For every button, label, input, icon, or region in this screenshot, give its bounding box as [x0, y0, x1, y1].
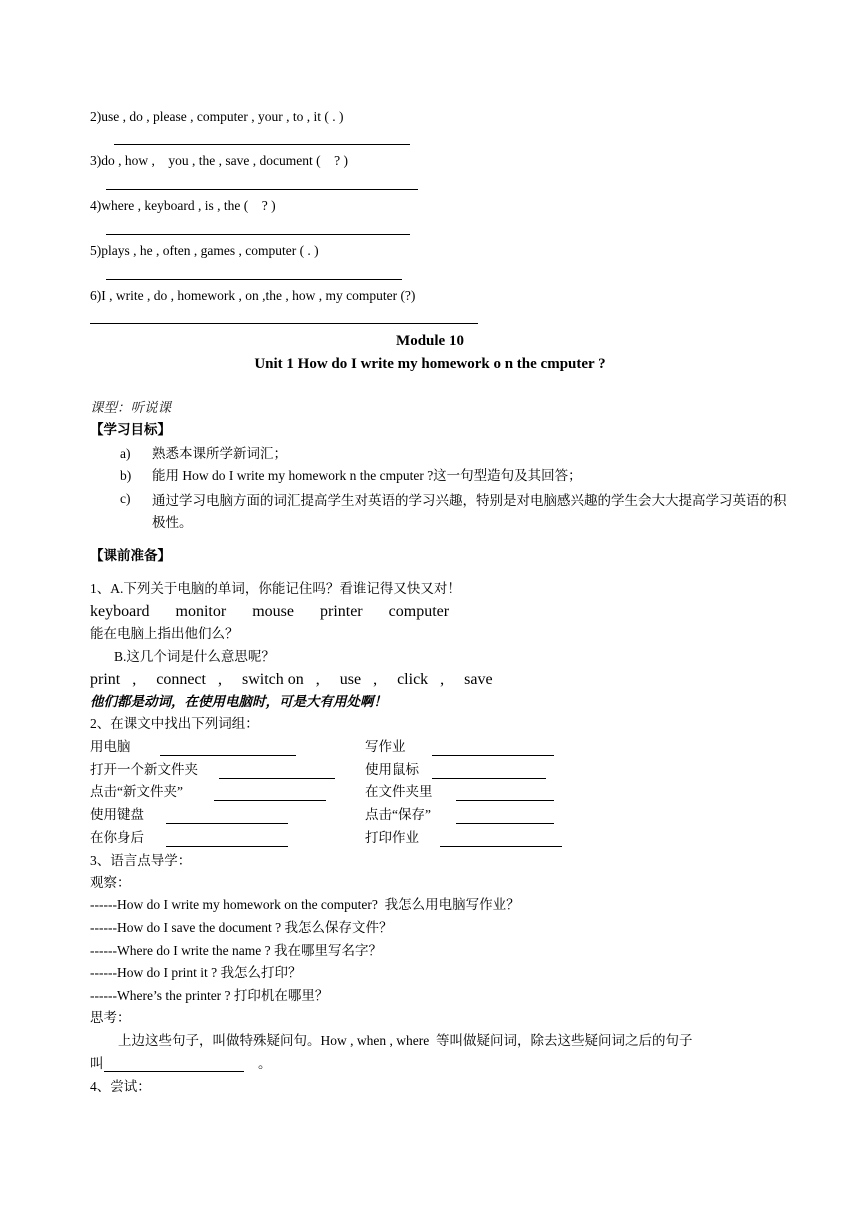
phrase-blank[interactable] — [214, 800, 326, 801]
verbs-note: 他们都是动词，在使用电脑时，可是大有用处啊！ — [90, 694, 387, 709]
lesson-type: 课型：听说课 — [90, 400, 171, 415]
phrase-blank[interactable] — [432, 778, 546, 779]
example-sentence: ------How do I write my homework on the computer? 我怎么用电脑写作业？ — [90, 897, 520, 912]
phrase-blank[interactable] — [432, 755, 554, 756]
phrase-blank[interactable] — [456, 823, 554, 824]
phrase-behind-you: 在你身后 — [90, 830, 144, 845]
exercise-6: 6)I , write , do , homework , on ,the , how , my computer (?) — [90, 288, 416, 303]
noun-mouse: mouse — [252, 603, 294, 620]
exercise-3: 3)do , how , you , the , save , document ( ? ) — [90, 153, 348, 168]
think-blank[interactable] — [104, 1071, 244, 1072]
think-text-suffix: 。 — [258, 1056, 272, 1071]
phrase-print-homework: 打印作业 — [365, 830, 419, 845]
phrase-blank[interactable] — [456, 800, 554, 801]
goal-text-c: 通过学习电脑方面的词汇提高学生对英语的学习兴趣，特别是对电脑感兴趣的学生会大大提高学习英语的积极性。 — [152, 493, 787, 530]
answer-line-6[interactable] — [90, 323, 478, 324]
example-sentence: ------Where’s the printer ? 打印机在哪里？ — [90, 988, 329, 1003]
phrase-click-save: 点击“保存” — [365, 807, 431, 822]
example-sentence: ------Where do I write the name ? 我在哪里写名字？ — [90, 943, 383, 958]
phrase-use-keyboard: 使用键盘 — [90, 807, 144, 822]
goal-marker-b: b) — [120, 468, 132, 483]
exercise-5: 5)plays , he , often , games , computer ( . ) — [90, 243, 319, 258]
observe-label: 观察： — [90, 875, 131, 890]
question-2: 2、在课文中找出下列词组： — [90, 716, 259, 731]
phrase-blank[interactable] — [166, 823, 288, 824]
phrase-use-computer: 用电脑 — [90, 739, 131, 754]
think-label: 思考： — [90, 1010, 131, 1025]
verb-print: print , — [90, 671, 137, 688]
module-title: Module 10 — [396, 333, 464, 349]
goal-marker-a: a) — [120, 446, 131, 461]
think-text-prefix: 叫 — [90, 1056, 104, 1071]
example-sentence: ------How do I save the document ? 我怎么保存文件？ — [90, 920, 393, 935]
answer-line-2[interactable] — [114, 144, 410, 145]
goal-text-a: 熟悉本课所学新词汇； — [152, 446, 287, 461]
verb-use: use , — [339, 671, 378, 688]
goal-text-b: 能用 How do I write my homework n the cmputer ?这一句型造句及其回答； — [152, 468, 582, 483]
noun-list — [90, 603, 475, 621]
question-4: 4、尝试： — [90, 1079, 151, 1094]
phrase-use-mouse: 使用鼠标 — [365, 762, 419, 777]
phrase-click-new-folder: 点击“新文件夹” — [90, 784, 183, 799]
prep-heading: 【课前准备】 — [90, 548, 171, 563]
exercise-2: 2)use , do , please , computer , your , to , it ( . ) — [90, 109, 344, 124]
phrase-blank[interactable] — [166, 846, 288, 847]
answer-line-4[interactable] — [106, 234, 410, 235]
verb-list — [90, 671, 513, 689]
question-1b: B.这几个词是什么意思呢？ — [114, 649, 275, 664]
question-3: 3、语言点导学： — [90, 853, 192, 868]
unit-title: Unit 1 How do I write my homework o n the cmputer ? — [254, 356, 606, 372]
example-sentence: ------How do I print it ? 我怎么打印？ — [90, 965, 302, 980]
phrase-blank[interactable] — [440, 846, 562, 847]
verb-switch-on: switch on , — [241, 671, 320, 688]
noun-monitor: monitor — [175, 603, 227, 620]
phrase-do-homework: 写作业 — [365, 739, 406, 754]
think-text-line-1: 上边这些句子，叫做特殊疑问句。How , when , where 等叫做疑问词，除去这些疑问词之后的句子 — [118, 1033, 693, 1048]
verb-connect: connect , — [156, 671, 222, 688]
noun-keyboard: keyboard — [90, 603, 150, 620]
phrase-in-folder: 在文件夹里 — [365, 784, 433, 799]
exercise-4: 4)where , keyboard , is , the ( ? ) — [90, 198, 276, 213]
phrase-open-folder: 打开一个新文件夹 — [90, 762, 198, 777]
goals-heading: 【学习目标】 — [90, 422, 171, 437]
question-1a-point: 能在电脑上指出他们么？ — [90, 626, 239, 641]
verb-save: save — [464, 671, 493, 688]
question-1a: 1、A.下列关于电脑的单词，你能记住吗？看谁记得又快又对！ — [90, 581, 461, 596]
phrase-blank[interactable] — [219, 778, 335, 779]
noun-printer: printer — [319, 603, 363, 620]
noun-computer: computer — [388, 603, 450, 620]
goal-marker-c: c) — [120, 491, 131, 506]
answer-line-3[interactable] — [106, 189, 418, 190]
verb-click: click , — [397, 671, 445, 688]
phrase-blank[interactable] — [160, 755, 296, 756]
answer-line-5[interactable] — [106, 279, 402, 280]
